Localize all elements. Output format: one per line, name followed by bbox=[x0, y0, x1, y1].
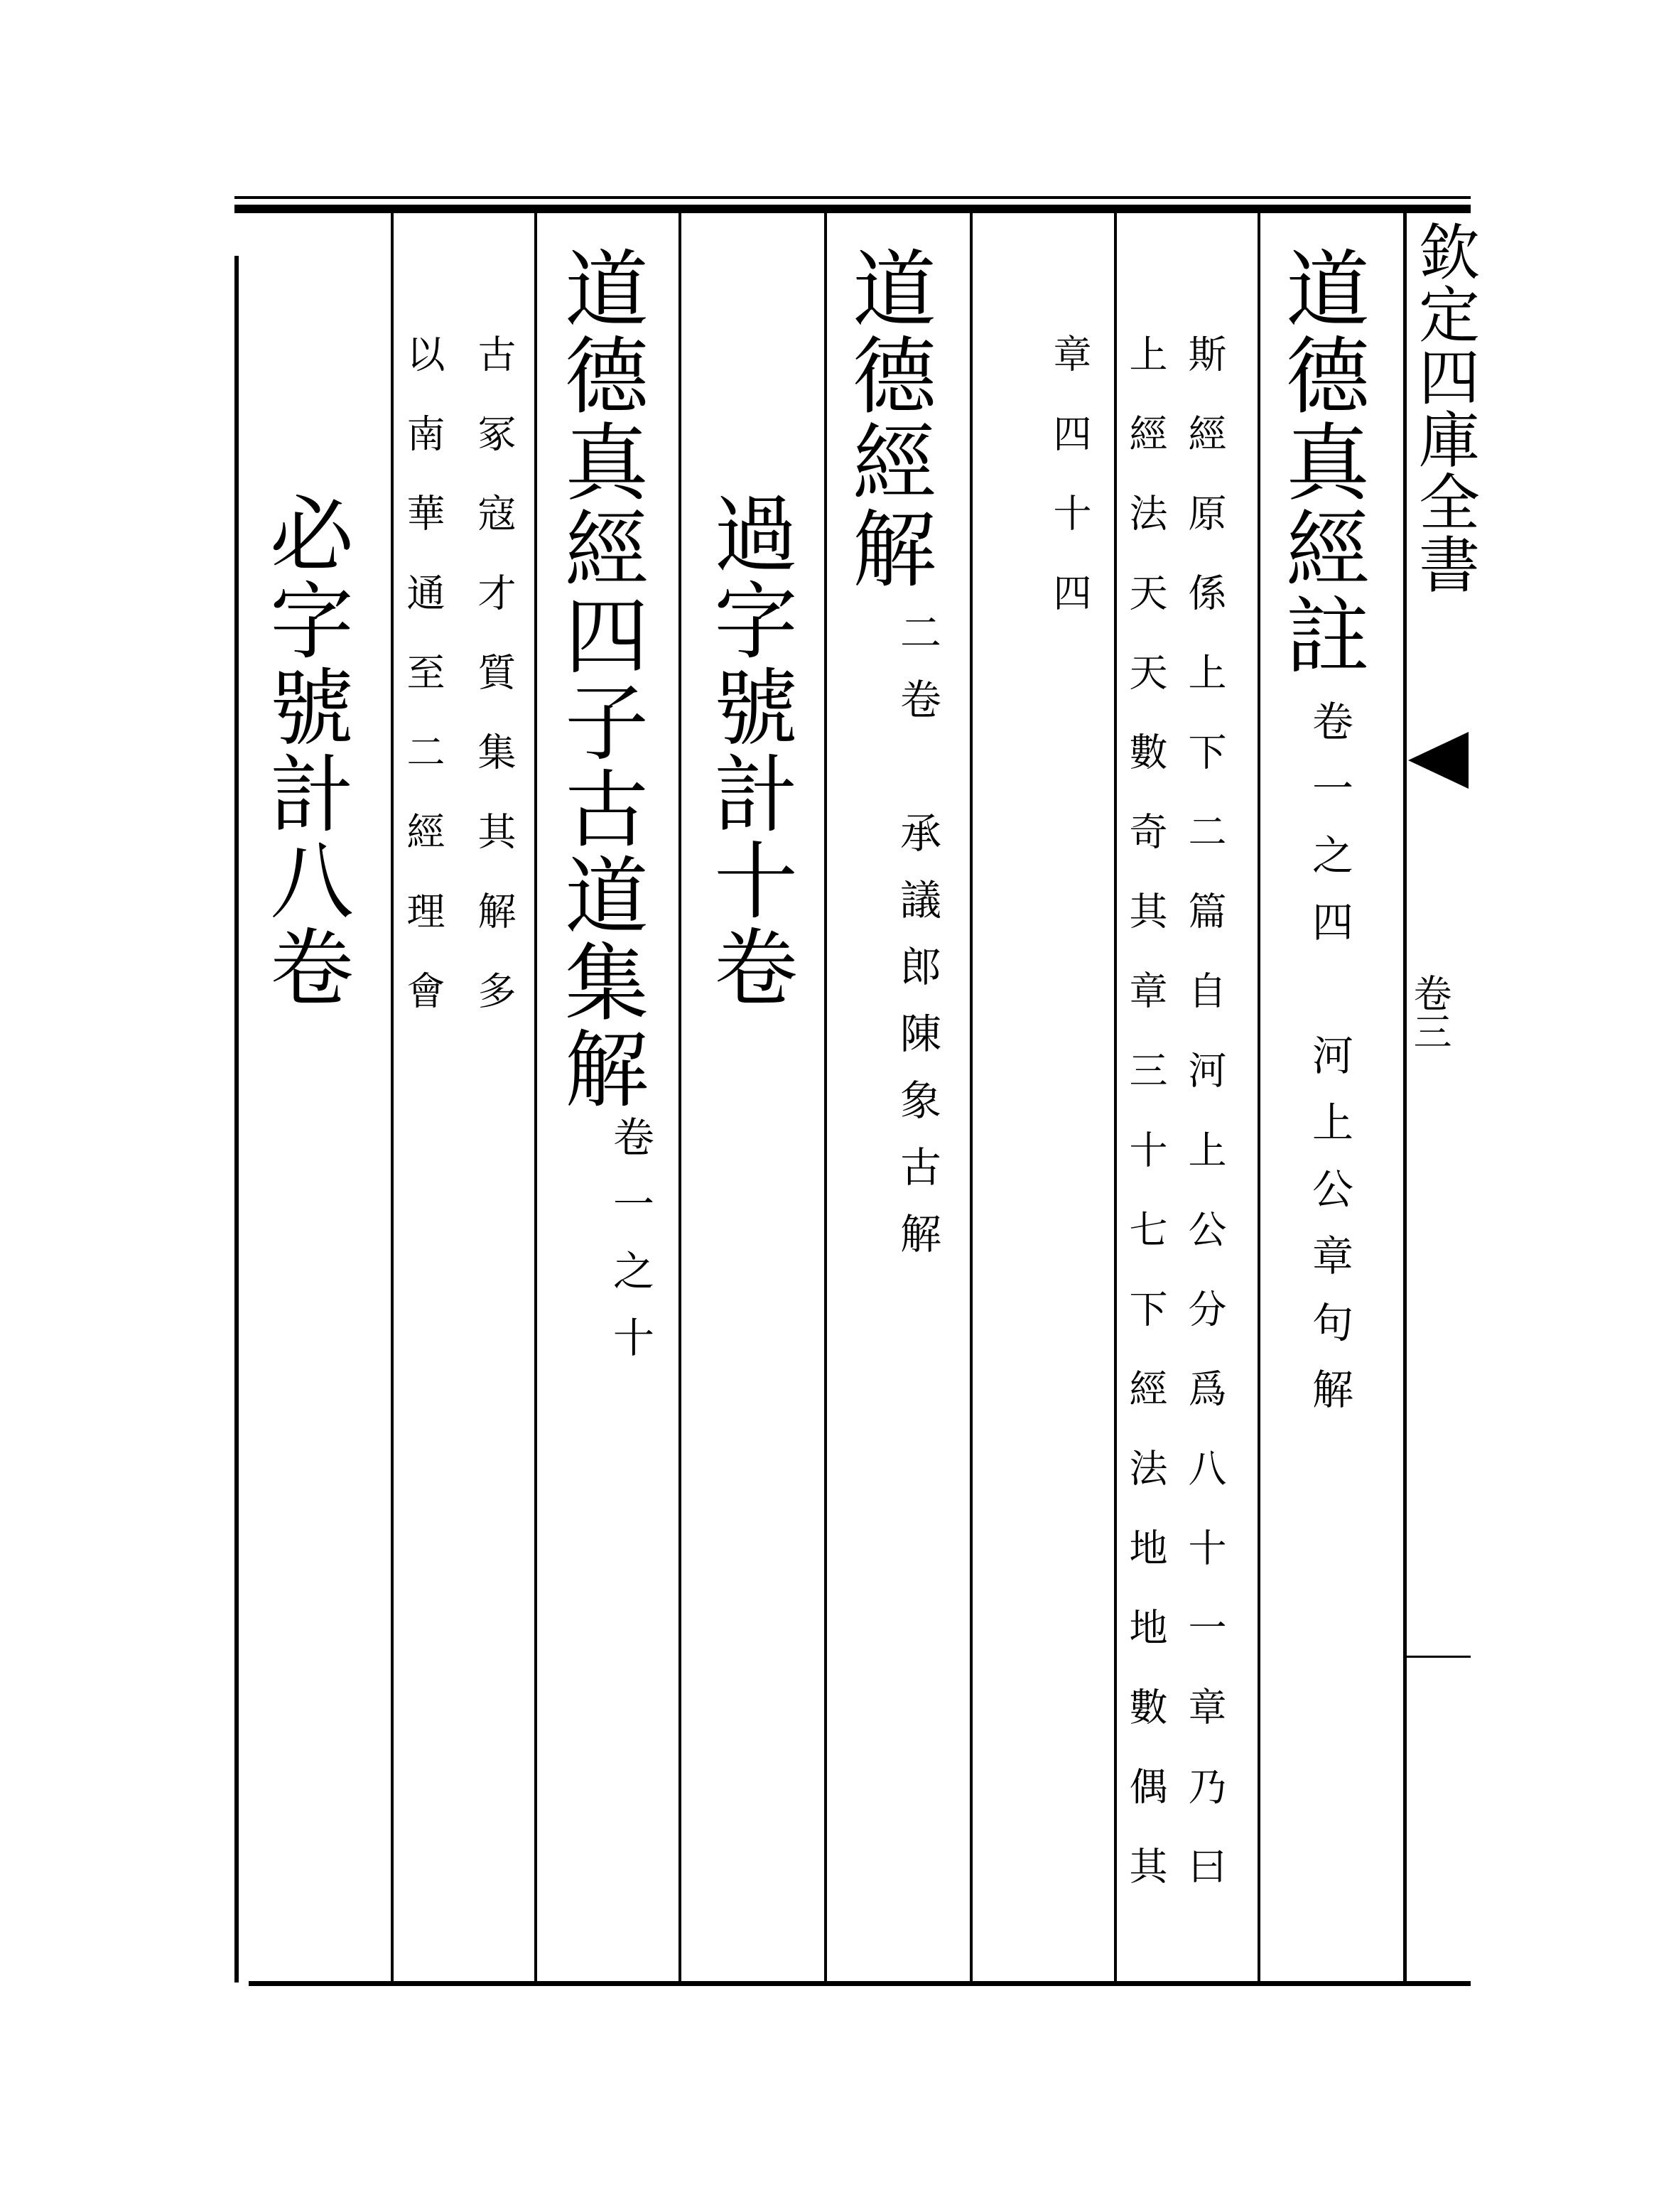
annotation-line: 古冢寇才質集其解多 bbox=[472, 334, 517, 1050]
top-border-thin bbox=[234, 196, 1471, 199]
column-divider bbox=[391, 213, 394, 1981]
entry-title: 道德經解 bbox=[838, 245, 936, 592]
column-divider bbox=[1114, 213, 1117, 1981]
column-divider bbox=[970, 213, 973, 1981]
bottom-border bbox=[249, 1981, 1471, 1986]
left-border bbox=[234, 256, 239, 1982]
annotation-line: 斯經原係上下二篇自河上公分爲八十一章乃曰 bbox=[1182, 334, 1227, 1926]
annotation-line: 以南華通至二經理會 bbox=[401, 334, 445, 1050]
column-divider bbox=[1258, 213, 1260, 1981]
volume-label: 卷三 bbox=[1407, 973, 1452, 1050]
series-count: 必字號計八卷 bbox=[256, 490, 354, 1010]
margin-rule bbox=[1403, 1656, 1471, 1658]
collection-title: 欽定四庫全書 bbox=[1408, 220, 1479, 595]
entry-title: 道德真經註 bbox=[1272, 245, 1370, 679]
margin-divider bbox=[1403, 725, 1407, 1982]
entry-title: 道德真經四子古道集解 bbox=[551, 245, 649, 1112]
entry-note: 卷一之四 河上公章句解 bbox=[1305, 700, 1353, 1435]
entry-note: 卷一之十 bbox=[606, 1116, 654, 1383]
annotation-line: 上經法天天數奇其章三十七下經法地地數偶其 bbox=[1123, 334, 1168, 1926]
column-divider bbox=[678, 213, 681, 1981]
series-count: 過字號計十卷 bbox=[700, 490, 798, 1010]
column-divider bbox=[534, 213, 537, 1981]
top-border bbox=[234, 205, 1471, 213]
entry-note: 二卷 承議郎陳象古解 bbox=[893, 611, 941, 1279]
annotation-line: 章四十四 bbox=[1047, 334, 1092, 652]
column-divider bbox=[824, 213, 827, 1981]
fish-tail-mark bbox=[1408, 732, 1469, 789]
